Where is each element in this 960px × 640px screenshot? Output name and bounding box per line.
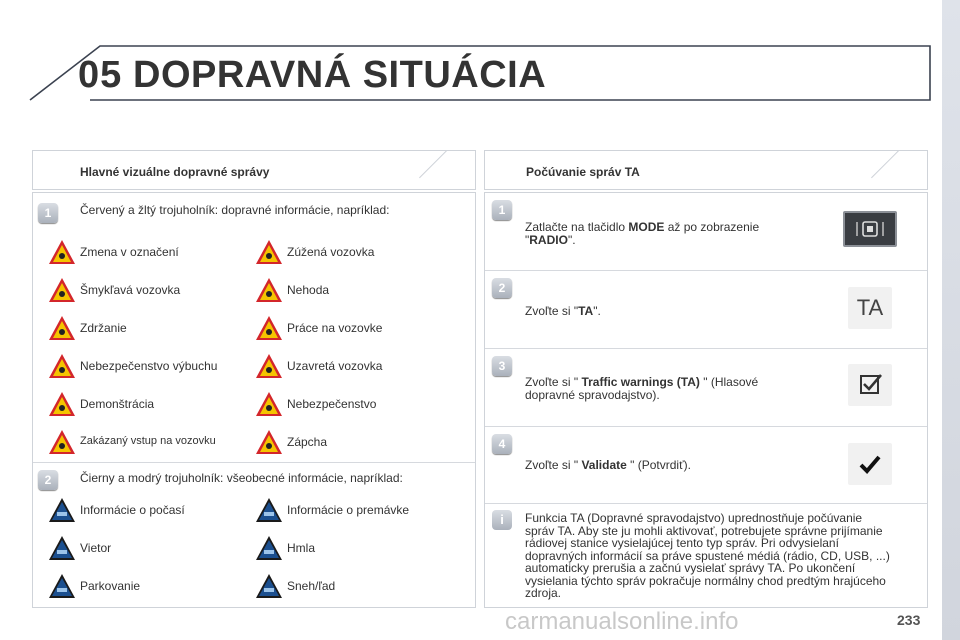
info-sign-icon xyxy=(255,535,283,561)
ta-button-icon xyxy=(848,287,892,329)
info-line: vysielania týchto správ pokračuje normálny chod predtým hrajúceho xyxy=(525,573,886,588)
page-header xyxy=(0,0,960,110)
info-sign-icon xyxy=(48,535,76,561)
ta-step-3-text: Zvoľte si " Traffic warnings (TA) " (Hlasové dopravné spravodajstvo). xyxy=(525,375,759,402)
info-sign-icon xyxy=(255,573,283,599)
ta-divider-2 xyxy=(485,348,927,349)
warning-sign-icon xyxy=(255,391,283,417)
ta-button-label: TA xyxy=(856,295,884,320)
info-sign-label: Sneh/ľad xyxy=(287,579,336,593)
step-2-badge: 2 xyxy=(38,470,58,490)
info-sign-label: Hmla xyxy=(287,541,316,555)
checkbox-icon xyxy=(848,364,892,406)
ta-step-2-badge: 2 xyxy=(492,278,512,298)
info-line: správ TA. Aby ste ju mohli aktivovať, potrebujete správne prijímanie xyxy=(525,523,883,538)
warning-sign-icon xyxy=(48,277,76,303)
chapter-number: 05 xyxy=(78,54,123,96)
warning-sign-icon xyxy=(48,391,76,417)
checkmark-icon xyxy=(848,443,892,485)
ta-step-4-text: Zvoľte si " Validate " (Potvrdiť). xyxy=(525,458,691,472)
info-icon: i xyxy=(492,510,512,530)
warning-sign-icon xyxy=(48,429,76,455)
right-panel-header xyxy=(484,150,928,190)
warning-sign-label: Zmena v označení xyxy=(80,245,179,259)
warning-sign-icon xyxy=(255,277,283,303)
info-sign-label: Informácie o premávke xyxy=(287,503,410,517)
left-panel-header xyxy=(32,150,476,190)
warning-sign-label: Zúžená vozovka xyxy=(287,245,375,259)
step-2-text: Čierny a modrý trojuholník: všeobecné informácie, napríklad: xyxy=(80,471,403,485)
warning-sign-icon xyxy=(255,315,283,341)
info-text xyxy=(525,512,890,600)
warning-sign-icon xyxy=(255,429,283,455)
warning-sign-label: Nehoda xyxy=(287,283,330,297)
info-sign-label: Parkovanie xyxy=(80,579,141,593)
ta-divider-3 xyxy=(485,426,927,427)
warning-sign-label: Uzavretá vozovka xyxy=(287,359,383,373)
warning-sign-icon xyxy=(255,239,283,265)
page-edge-strip xyxy=(942,0,960,640)
warning-sign-label: Práce na vozovke xyxy=(287,321,383,335)
info-sign-icon xyxy=(48,573,76,599)
warning-sign-icon xyxy=(48,315,76,341)
ta-step-2-text: Zvoľte si "TA". xyxy=(525,304,601,318)
left-panel-title: Hlavné vizuálne dopravné správy xyxy=(80,165,270,179)
warning-sign-label: Nebezpečenstvo výbuchu xyxy=(80,359,218,373)
warning-sign-label: Zdržanie xyxy=(80,321,127,335)
warning-sign-label: Nebezpečenstvo xyxy=(287,397,377,411)
warning-sign-label: Šmykľavá vozovka xyxy=(80,283,181,297)
ta-divider-4 xyxy=(485,503,927,504)
warning-sign-label: Zakázaný vstup na vozovku xyxy=(80,435,216,447)
info-sign-label: Vietor xyxy=(80,541,112,555)
ta-step-4-badge: 4 xyxy=(492,434,512,454)
ta-divider-1 xyxy=(485,270,927,271)
ta-step-3-badge: 3 xyxy=(492,356,512,376)
info-sign-icon xyxy=(255,497,283,523)
info-line: zdroja. xyxy=(525,586,562,600)
mode-button-icon xyxy=(843,211,897,247)
info-line: Funkcia TA (Dopravné spravodajstvo) uprednostňuje počúvanie xyxy=(525,511,863,525)
info-line: rádiovej stanice vysielajúcej tento typ správ. Pri odvysielaní xyxy=(525,536,839,550)
chapter-title: DOPRAVNÁ SITUÁCIA xyxy=(133,54,547,96)
warning-sign-icon xyxy=(48,239,76,265)
ta-step-1-text: Zatlačte na tlačidlo MODE až po zobrazenie "RADIO". xyxy=(525,220,760,247)
watermark: carmanualsonline.info xyxy=(505,608,739,635)
page-number: 233 xyxy=(897,612,921,628)
warning-sign-icon xyxy=(255,353,283,379)
step-1-badge: 1 xyxy=(38,203,58,223)
info-line: automaticky prerušia a začnú vysielať správy TA. Po ukončení xyxy=(525,561,856,575)
ta-step-1-badge: 1 xyxy=(492,200,512,220)
right-panel-title: Počúvanie správ TA xyxy=(526,165,640,179)
info-sign-label: Informácie o počasí xyxy=(80,503,185,517)
step-1-text: Červený a žltý trojuholník: dopravné informácie, napríklad: xyxy=(80,203,390,217)
warning-sign-label: Zápcha xyxy=(287,435,328,449)
info-line: dopravných informácií sa práve spustené médiá (rádio, CD, USB, ...) xyxy=(525,548,890,563)
info-sign-icon xyxy=(48,497,76,523)
warning-sign-icon xyxy=(48,353,76,379)
warning-sign-label: Demonštrácia xyxy=(80,397,155,411)
section-divider xyxy=(33,462,475,463)
